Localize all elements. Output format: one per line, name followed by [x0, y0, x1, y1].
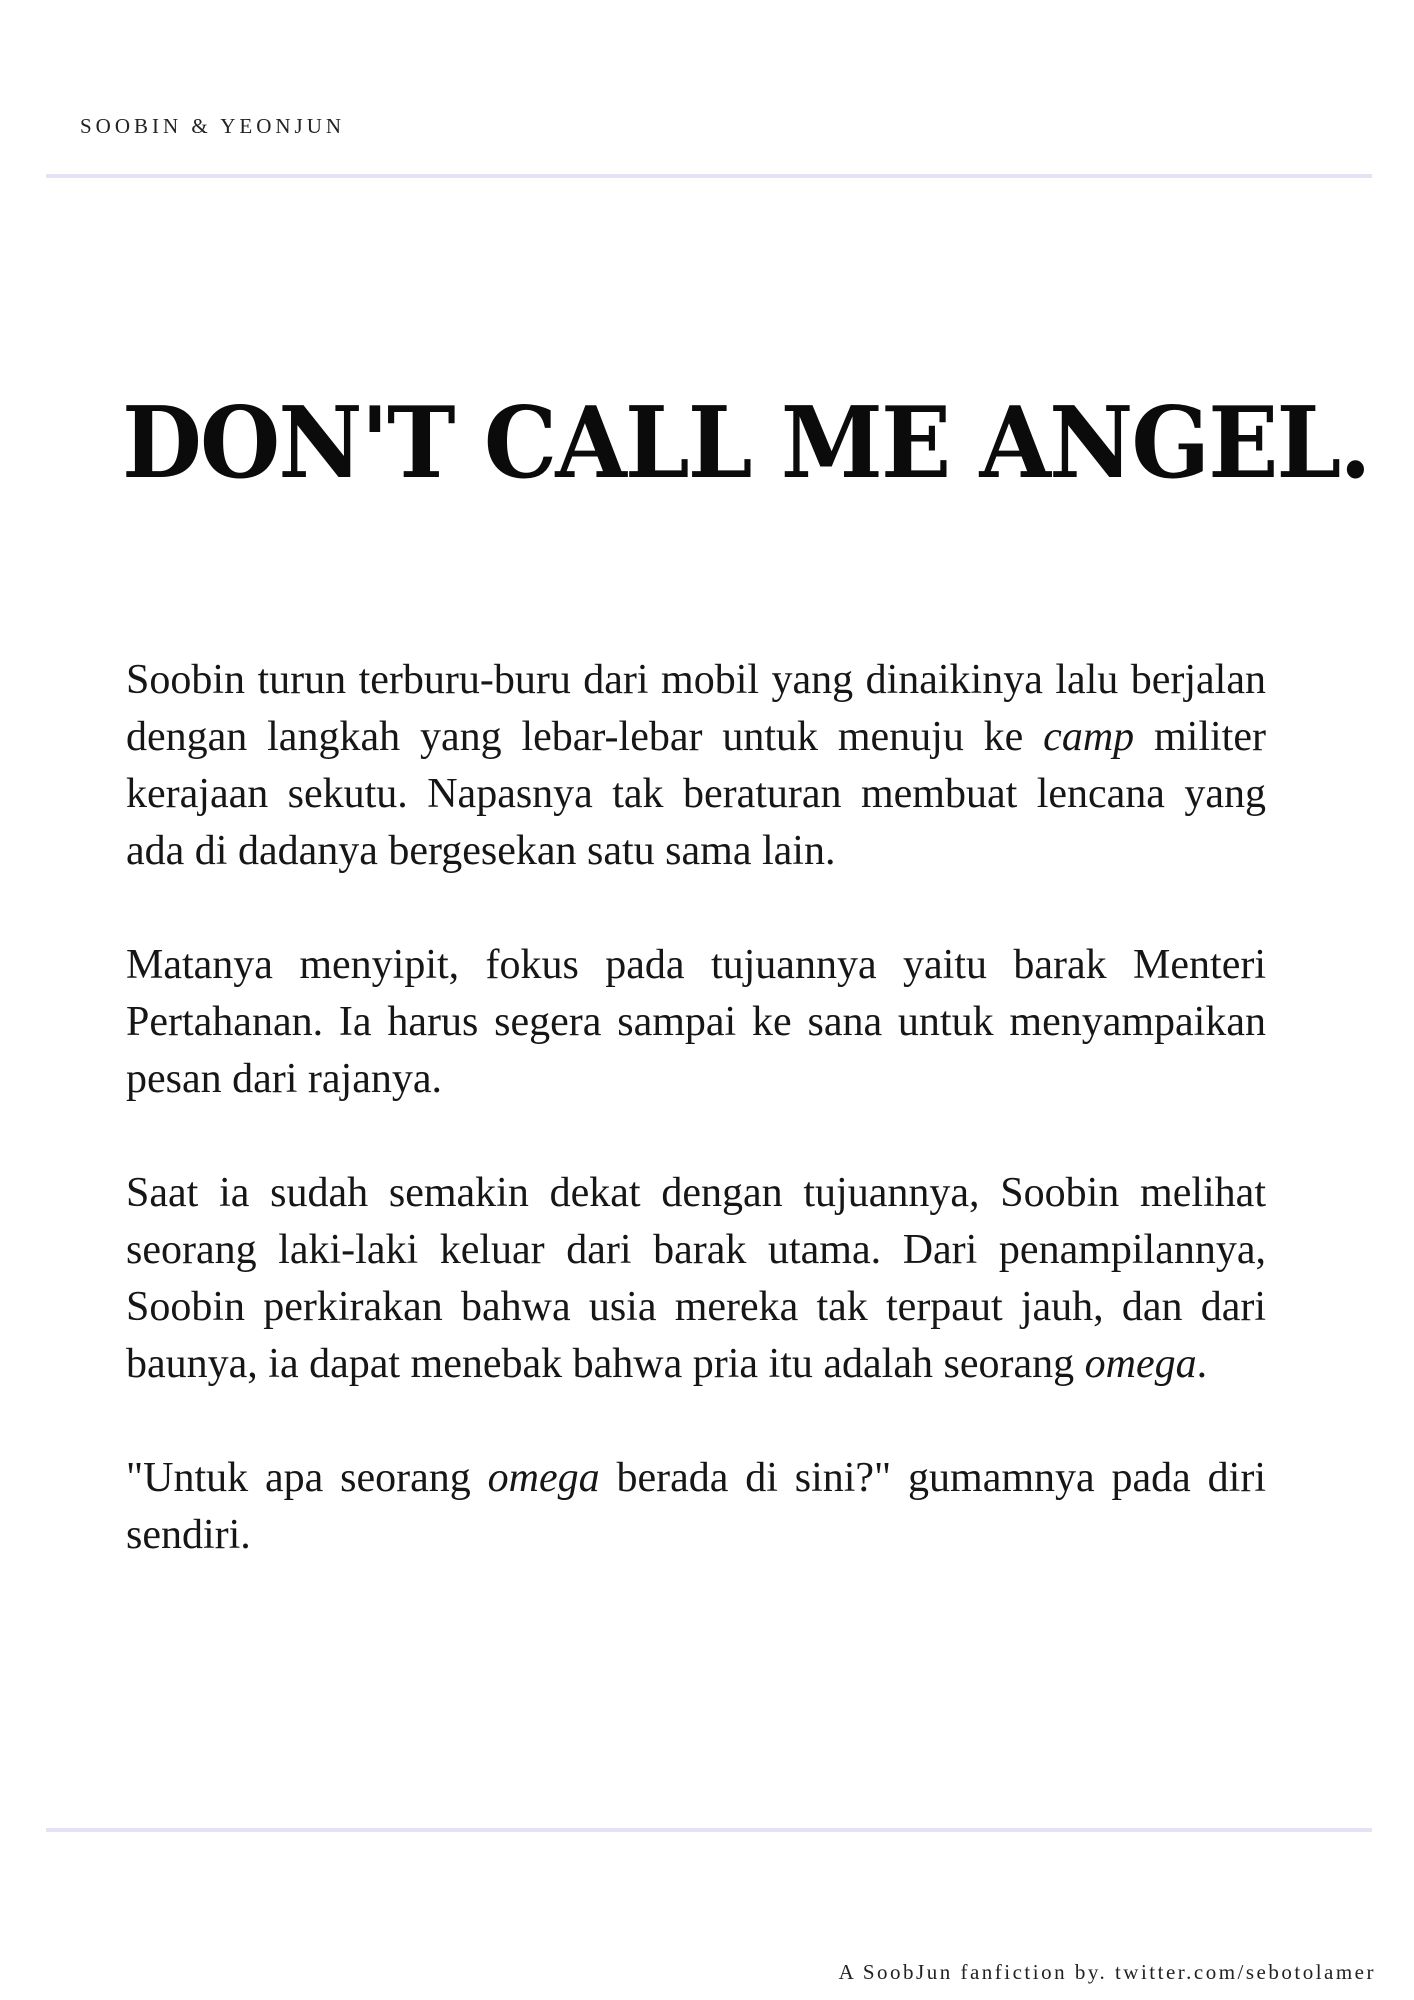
- paragraph-4-emphasis: omega: [487, 1455, 600, 1501]
- header-label: SOOBIN & YEONJUN: [80, 114, 346, 138]
- paragraph-1-text-b: militer kerajaan sekutu. Napasnya tak beraturan membuat lencana yang ada di dadanya bergesekan satu sama lain.: [126, 714, 1266, 874]
- bottom-divider: [46, 1828, 1372, 1832]
- paragraph-4-text-a: "Untuk apa seorang: [126, 1455, 488, 1501]
- paragraph-2: Matanya menyipit, fokus pada tujuannya yaitu barak Menteri Pertahanan. Ia harus segera sampai ke sana untuk menyampaikan pesan dari rajanya.: [126, 942, 1266, 1102]
- paragraph-3-text-a: Saat ia sudah semakin dekat dengan tujuannya, Soobin melihat seorang laki-laki keluar dari barak utama. Dari penampilannya, Soobin perkirakan bahwa usia mereka tak terpaut jauh, dan dari baunya, ia dapat menebak bahwa pria itu adalah seorang: [126, 1170, 1266, 1387]
- paragraph-1: [126, 652, 1266, 880]
- paragraph-4: [126, 1450, 1266, 1564]
- story-body: [126, 652, 1266, 1621]
- story-title: DON'T CALL ME ANGEL.: [122, 386, 1370, 501]
- paragraph-3-emphasis: omega: [1084, 1341, 1197, 1387]
- paragraph-3: [126, 1165, 1266, 1393]
- paragraph-1-text-a: Soobin turun terburu-buru dari mobil yang dinaikinya lalu berjalan dengan langkah yang lebar-lebar untuk menuju ke: [126, 657, 1266, 760]
- top-divider: [46, 174, 1372, 178]
- paragraph-1-emphasis: camp: [1043, 714, 1135, 760]
- paragraph-3-text-b: .: [1196, 1341, 1208, 1387]
- paragraph-4-text-b: berada di sini?" gumamnya pada diri sendiri.: [126, 1455, 1266, 1558]
- footer-credit: A SoobJun fanfiction by. twitter.com/sebotolamer: [838, 1960, 1376, 1984]
